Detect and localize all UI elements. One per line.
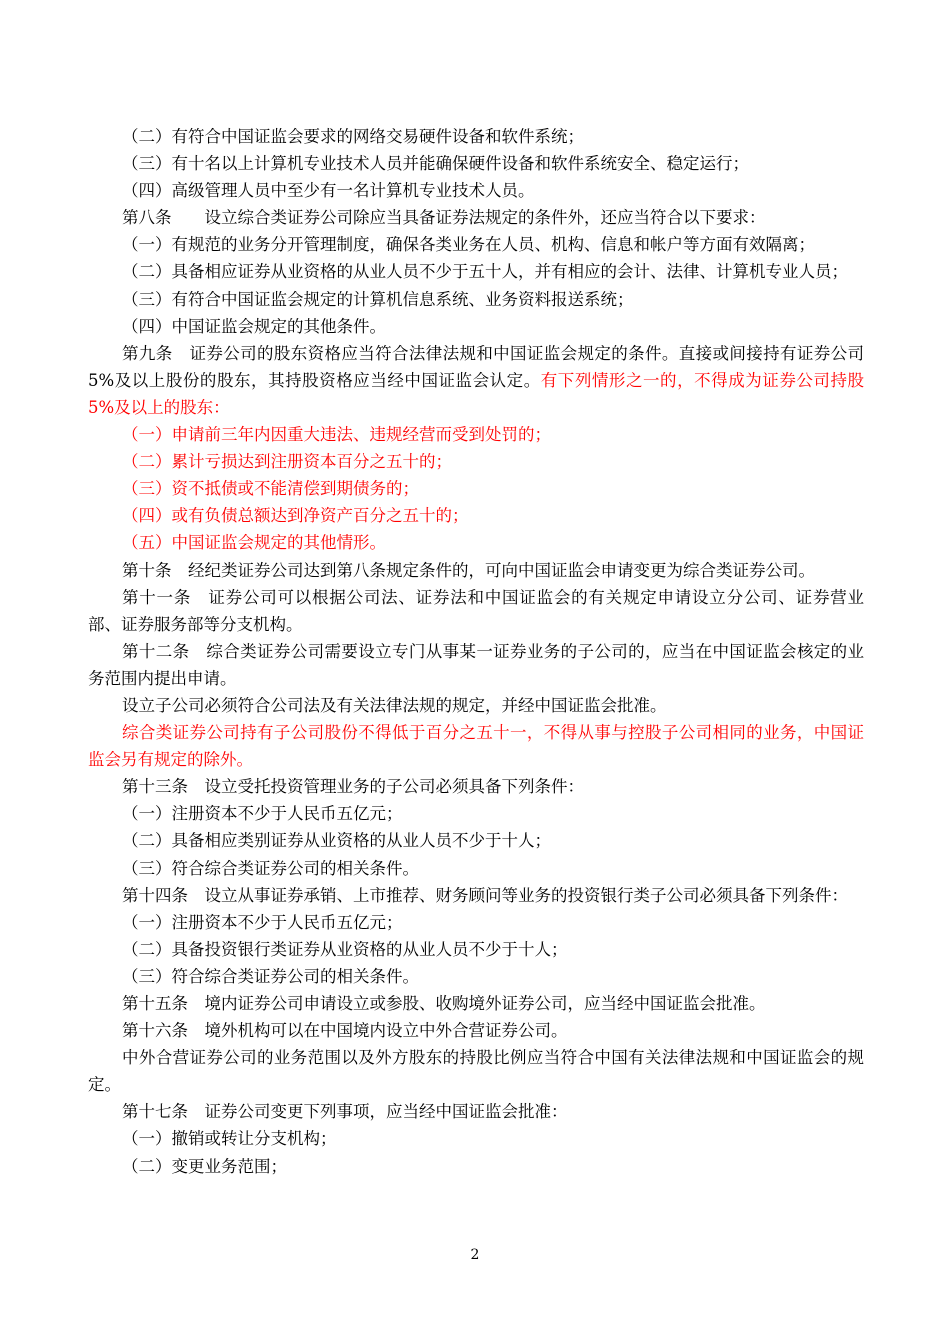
- paragraph: （四）中国证监会规定的其他条件。: [122, 316, 386, 336]
- paragraph: （二）具备相应类别证券从业资格的从业人员不少于十人；: [122, 831, 551, 851]
- paragraph: （一）有规范的业务分开管理制度，确保各类业务在人员、机构、信息和帐户等方面有效隔离；: [122, 235, 815, 255]
- paragraph: （四）高级管理人员中至少有一名计算机专业技术人员。: [122, 181, 535, 201]
- paragraph: （二）变更业务范围；: [122, 1156, 287, 1176]
- article-10: 第十条 经纪类证券公司达到第八条规定条件的，可向中国证监会申请变更为综合类证券公司。: [122, 560, 815, 580]
- paragraph: （二）具备投资银行类证券从业资格的从业人员不少于十人；: [122, 939, 568, 959]
- paragraph: （一）注册资本不少于人民币五亿元；: [122, 804, 403, 824]
- paragraph-red: （三）资不抵债或不能清偿到期债务的；: [122, 479, 419, 499]
- paragraph: （二）具备相应证券从业资格的从业人员不少于五十人，并有相应的会计、法律、计算机专业人员；: [122, 262, 848, 282]
- paragraph-red: （五）中国证监会规定的其他情形。: [122, 533, 386, 553]
- paragraph-red: （四）或有负债总额达到净资产百分之五十的；: [122, 506, 469, 526]
- article-15: 第十五条 境内证券公司申请设立或参股、收购境外证券公司，应当经中国证监会批准。: [122, 994, 766, 1013]
- paragraph: （三）有符合中国证监会规定的计算机信息系统、业务资料报送系统；: [122, 289, 634, 309]
- paragraph: （三）有十名以上计算机专业技术人员并能确保硬件设备和软件系统安全、稳定运行；: [122, 154, 749, 174]
- paragraph: （一）撤销或转让分支机构；: [122, 1129, 337, 1149]
- page-number: 2: [470, 1247, 480, 1263]
- article-16: 第十六条 境外机构可以在中国境内设立中外合营证券公司。: [122, 1021, 568, 1041]
- paragraph-red: （一）申请前三年内因重大违法、违规经营而受到处罚的；: [122, 425, 551, 445]
- paragraph: 设立子公司必须符合公司法及有关法律法规的规定，并经中国证监会批准。: [122, 695, 667, 715]
- document-body: [88, 123, 864, 1180]
- paragraph-red: 综合类证券公司持有子公司股份不得低于百分之五十一，不得从事与控股子公司相同的业务，中国证监会另有规定的除外。: [88, 723, 864, 770]
- article-13: 第十三条 设立受托投资管理业务的子公司必须具备下列条件：: [122, 777, 584, 797]
- article-17: 第十七条 证券公司变更下列事项，应当经中国证监会批准：: [122, 1102, 568, 1122]
- paragraph: （三）符合综合类证券公司的相关条件。: [122, 966, 419, 986]
- article-14: 第十四条 设立从事证券承销、上市推荐、财务顾问等业务的投资银行类子公司必须具备下列条件：: [122, 885, 848, 905]
- paragraph-red: （二）累计亏损达到注册资本百分之五十的；: [122, 452, 452, 472]
- article-11: 第十一条 证券公司可以根据公司法、证券法和中国证监会的有关规定申请设立分公司、证券营业部、证券服务部等分支机构。: [88, 587, 864, 634]
- article-8: 第八条 设立综合类证券公司除应当具备证券法规定的条件外，还应当符合以下要求：: [122, 208, 766, 228]
- article-9: [88, 340, 864, 421]
- paragraph: （二）有符合中国证监会要求的网络交易硬件设备和软件系统；: [122, 127, 584, 146]
- article-9-red-tail: 有下列情形之一的，不得成为证券公司持股5%及以上的股东：: [88, 370, 864, 417]
- article-12: 第十二条 综合类证券公司需要设立专门从事某一证券业务的子公司的，应当在中国证监会核定的业务范围内提出申请。: [88, 641, 864, 688]
- paragraph: 中外合营证券公司的业务范围以及外方股东的持股比例应当符合中国有关法律法规和中国证监会的规定。: [88, 1048, 864, 1095]
- article-9-text: 第九条 证券公司的股东资格应当符合法律法规和中国证监会规定的条件。直接或间接持有证券公司5%及以上股份的股东，其持股资格应当经中国证监会认定。: [88, 343, 864, 390]
- paragraph: （一）注册资本不少于人民币五亿元；: [122, 912, 403, 932]
- paragraph: （三）符合综合类证券公司的相关条件。: [122, 858, 419, 878]
